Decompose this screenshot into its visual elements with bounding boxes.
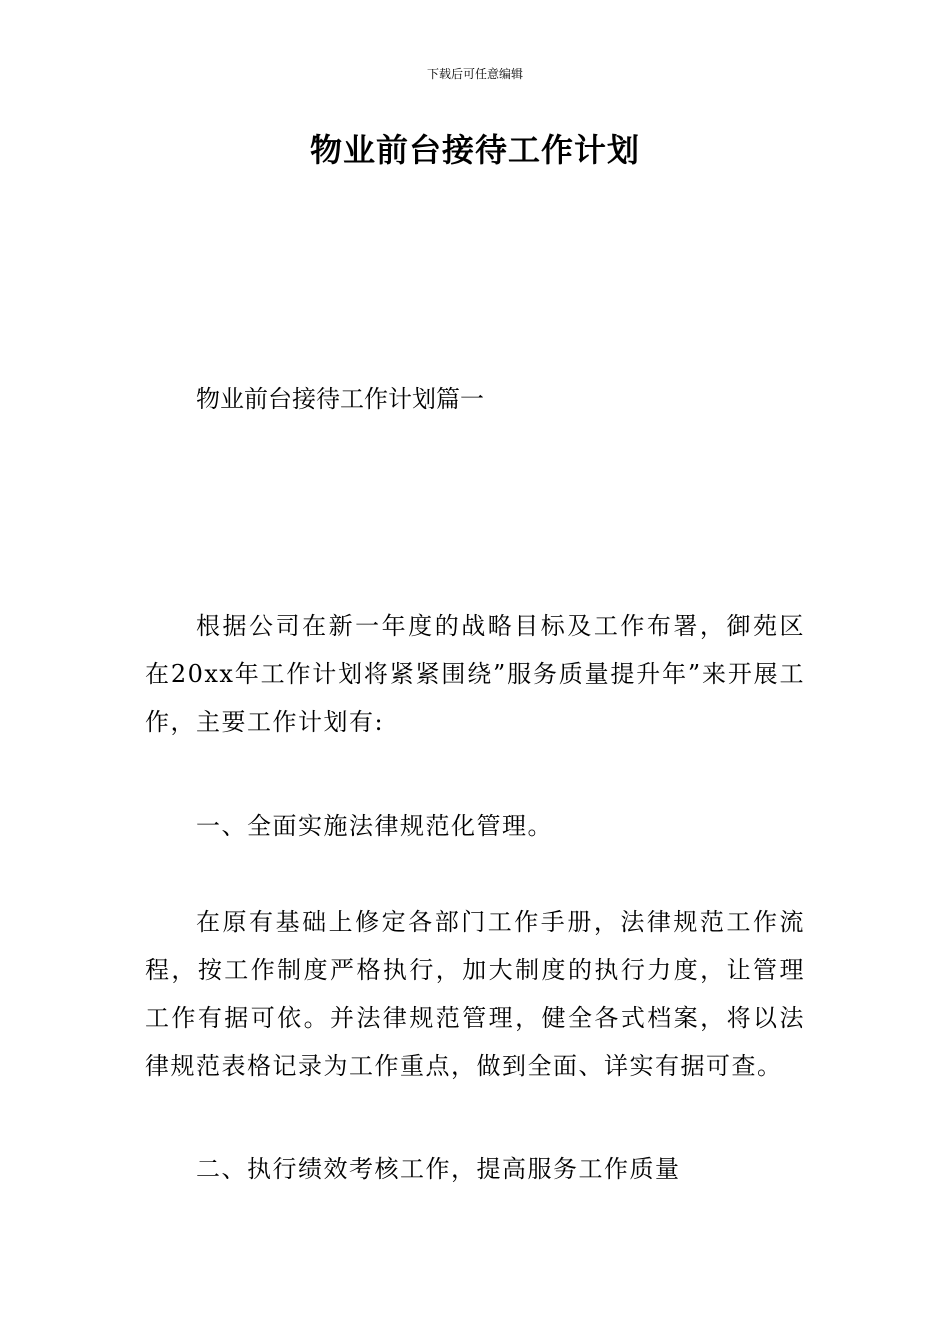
document-title: 物业前台接待工作计划 (309, 131, 640, 169)
header-note: 下载后可任意编辑 (426, 67, 523, 81)
document-subtitle: 物业前台接待工作计划篇一 (196, 385, 484, 413)
section-heading-2: 二、执行绩效考核工作，提高服务工作质量 (196, 1155, 681, 1183)
intro-paragraph: 根据公司在新一年度的战略目标及工作布署，御苑区在20xx年工作计划将紧紧围绕”服务质量提升年”来开展工作，主要工作计划有: (145, 612, 805, 736)
section-1-paragraph: 在原有基础上修定各部门工作手册，法律规范工作流程，按工作制度严格执行，加大制度的执行力度，让管理工作有据可依。并法律规范管理，健全各式档案，将以法律规范表格记录为工作重点，做到全面、详实有据可查。 (145, 908, 805, 1080)
section-heading-1: 一、全面实施法律规范化管理。 (196, 812, 553, 840)
